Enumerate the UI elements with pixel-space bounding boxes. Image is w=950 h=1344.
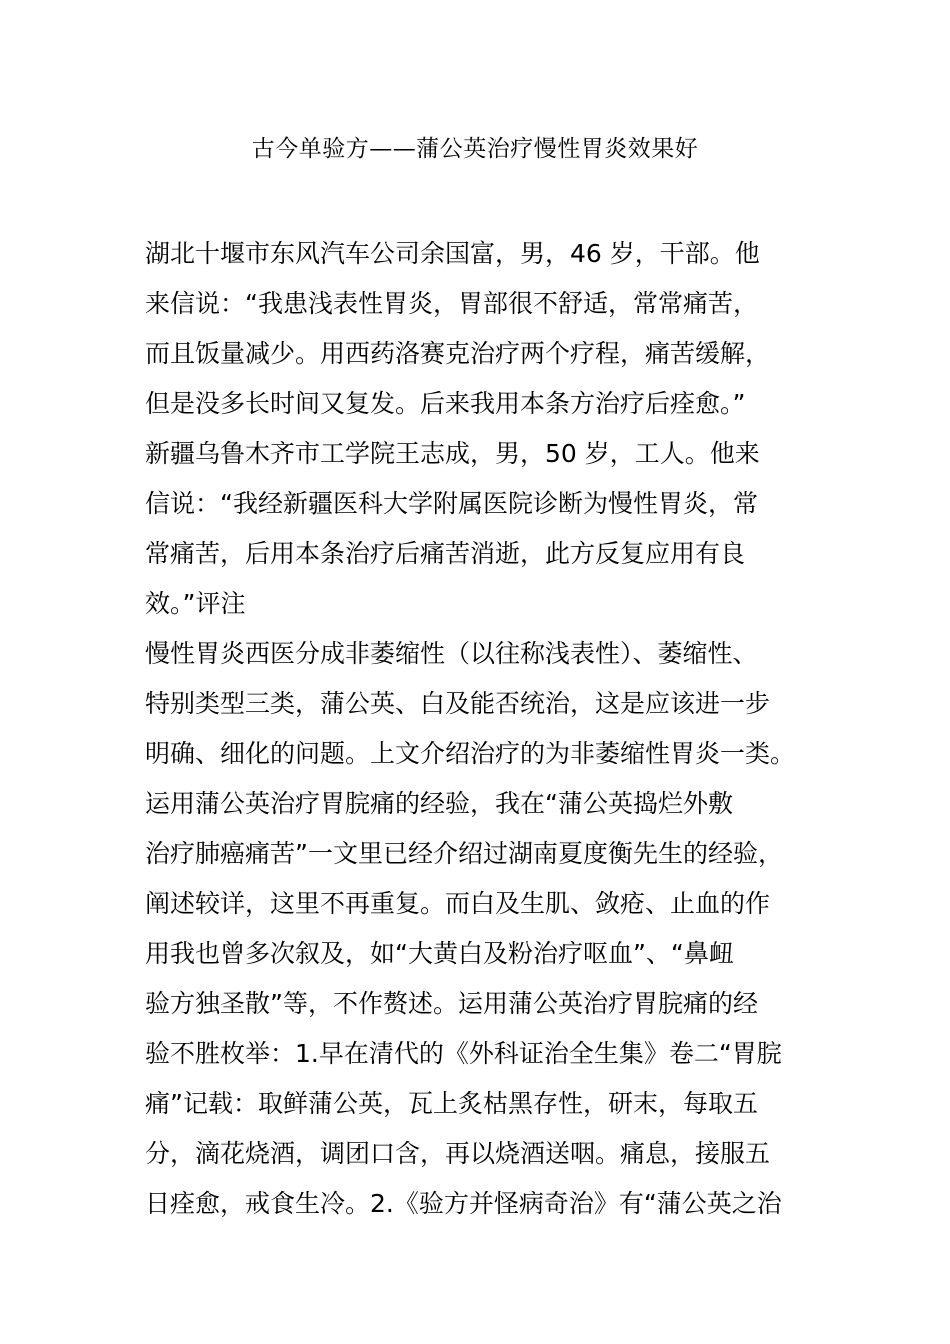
text-line: 新疆乌鲁木齐市工学院王志成，男，50 岁，工人。他来	[145, 439, 760, 468]
text-line: 验方独圣散”等，不作赘述。运用蒲公英治疗胃脘痛的经	[145, 989, 758, 1018]
text-line: 阐述较详，这里不再重复。而白及生肌、敛疮、止血的作	[145, 889, 771, 918]
text-line: 明确、细化的问题。上文介绍治疗的为非萎缩性胃炎一类。	[145, 739, 796, 768]
document-body	[145, 229, 809, 1229]
text-line: 常痛苦，后用本条治疗后痛苦消逝，此方反复应用有良	[145, 539, 746, 568]
text-line: 治疗肺癌痛苦”一文里已经介绍过湖南夏度衡先生的经验，	[145, 839, 783, 868]
text-line: 效。”评注	[145, 589, 246, 618]
text-line: 但是没多长时间又复发。后来我用本条方治疗后痊愈。”	[145, 389, 746, 418]
text-line: 验不胜枚举：1.早在清代的《外科证治全生集》卷二“胃脘	[145, 1039, 782, 1068]
text-line: 特别类型三类，蒲公英、白及能否统治，这是应该进一步	[145, 689, 771, 718]
text-line: 信说：“我经新疆医科大学附属医院诊断为慢性胃炎，常	[145, 489, 758, 518]
text-line: 痛”记载：取鲜蒲公英，瓦上炙枯黑存性，研末，每取五	[145, 1089, 758, 1118]
text-line: 湖北十堰市东风汽车公司余国富，男，46 岁，干部。他	[145, 239, 760, 268]
text-line: 来信说：“我患浅表性胃炎，胃部很不舒适，常常痛苦，	[145, 289, 758, 318]
text-line: 而且饭量减少。用西药洛赛克治疗两个疗程，痛苦缓解，	[145, 339, 771, 368]
text-line: 慢性胃炎西医分成非萎缩性（以往称浅表性）、萎缩性、	[145, 639, 758, 668]
text-line: 运用蒲公英治疗胃脘痛的经验，我在“蒲公英捣烂外敷	[145, 789, 733, 818]
text-line: 用我也曾多次叙及，如“大黄白及粉治疗呕血”、“鼻衄	[145, 939, 734, 968]
text-line: 分，滴花烧酒，调团口含，再以烧酒送咽。痛息，接服五	[145, 1139, 771, 1168]
document-title: 古今单验方——蒲公英治疗慢性胃炎效果好	[251, 136, 699, 162]
text-line: 日痊愈，戒食生冷。2.《验方并怪病奇治》有“蒲公英之治	[145, 1189, 782, 1218]
